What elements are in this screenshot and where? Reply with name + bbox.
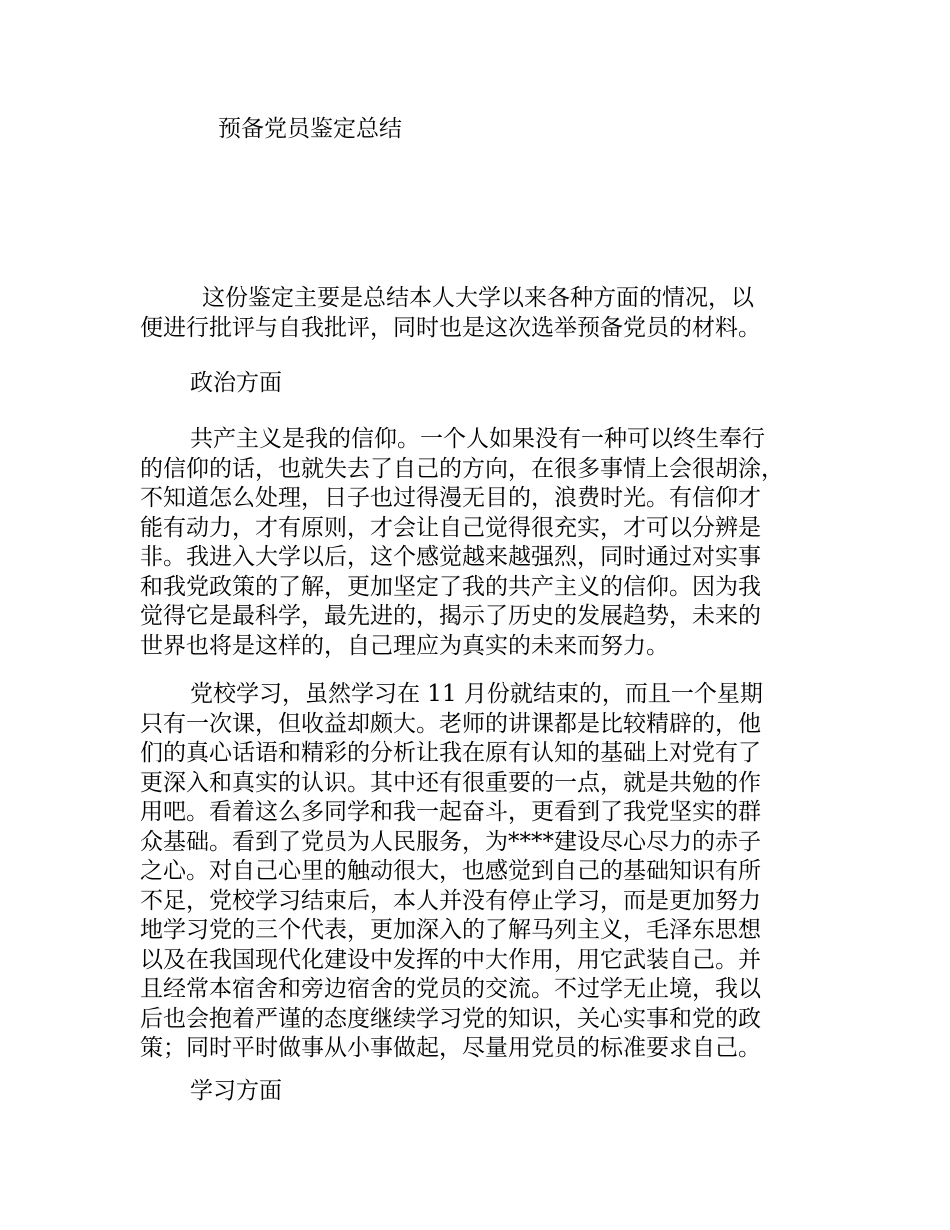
paragraph-party-school bbox=[140, 680, 830, 1064]
paragraph-line: 用吧。看着这么多同学和我一起奋斗，更看到了我党坚实的群 bbox=[140, 799, 761, 825]
paragraph-line: 非。我进入大学以后，这个感觉越来越强烈，同时通过对实事 bbox=[140, 544, 761, 570]
section-heading-politics: 政治方面 bbox=[190, 370, 282, 396]
intro-line: 这份鉴定主要是总结本人大学以来各种方面的情况，以 bbox=[202, 285, 754, 311]
paragraph-line: 世界也将是这样的，自己理应为真实的未来而努力。 bbox=[140, 632, 669, 659]
paragraph-line: 更深入和真实的认识。其中还有很重要的一点，就是共勉的作 bbox=[140, 769, 761, 796]
paragraph-line: 之心。对自己心里的触动很大，也感觉到自己的基础知识有所 bbox=[140, 858, 761, 884]
paragraph-line: 且经常本宿舍和旁边宿舍的党员的交流。不过学无止境，我以 bbox=[140, 976, 761, 1002]
paragraph-line: 只有一次课，但收益却颇大。老师的讲课都是比较精辟的，他 bbox=[140, 710, 761, 737]
paragraph-line: 策；同时平时做事从小事做起，尽量用党员的标准要求自己。 bbox=[140, 1035, 761, 1061]
intro-line: 便进行批评与自我批评，同时也是这次选举预备党员的材料。 bbox=[140, 314, 761, 341]
paragraph-line: 不足，党校学习结束后，本人并没有停止学习，而是更加努力 bbox=[140, 887, 761, 914]
paragraph-line: 的信仰的话，也就失去了自己的方向，在很多事情上会很胡涂， bbox=[140, 455, 784, 482]
paragraph-line: 众基础。看到了党员为人民服务，为****建设尽心尽力的赤子 bbox=[140, 828, 761, 855]
document-title: 预备党员鉴定总结 bbox=[218, 116, 402, 142]
paragraph-line: 能有动力，才有原则，才会让自己觉得很充实，才可以分辨是 bbox=[140, 514, 761, 541]
paragraph-line: 和我党政策的了解，更加坚定了我的共产主义的信仰。因为我 bbox=[140, 573, 761, 600]
paragraph-line: 觉得它是最科学，最先进的，揭示了历史的发展趋势，未来的 bbox=[140, 603, 761, 629]
paragraph-line: 们的真心话语和精彩的分析让我在原有认知的基础上对党有了 bbox=[140, 740, 761, 766]
paragraph-line: 党校学习，虽然学习在 11 月份就结束的，而且一个星期 bbox=[190, 681, 763, 707]
paragraph-line: 以及在我国现代化建设中发挥的中大作用，用它武装自己。并 bbox=[140, 946, 761, 973]
intro-paragraph bbox=[140, 284, 830, 343]
paragraph-line: 后也会抱着严谨的态度继续学习党的知识，关心实事和党的政 bbox=[140, 1005, 761, 1032]
paragraph-line: 共产主义是我的信仰。一个人如果没有一种可以终生奉行 bbox=[190, 426, 765, 452]
paragraph-line: 地学习党的三个代表，更加深入的了解马列主义，毛泽东思想 bbox=[140, 917, 761, 943]
paragraph-belief bbox=[140, 425, 830, 661]
section-heading-study: 学习方面 bbox=[190, 1078, 282, 1104]
paragraph-line: 不知道怎么处理，日子也过得漫无目的，浪费时光。有信仰才 bbox=[140, 485, 761, 511]
